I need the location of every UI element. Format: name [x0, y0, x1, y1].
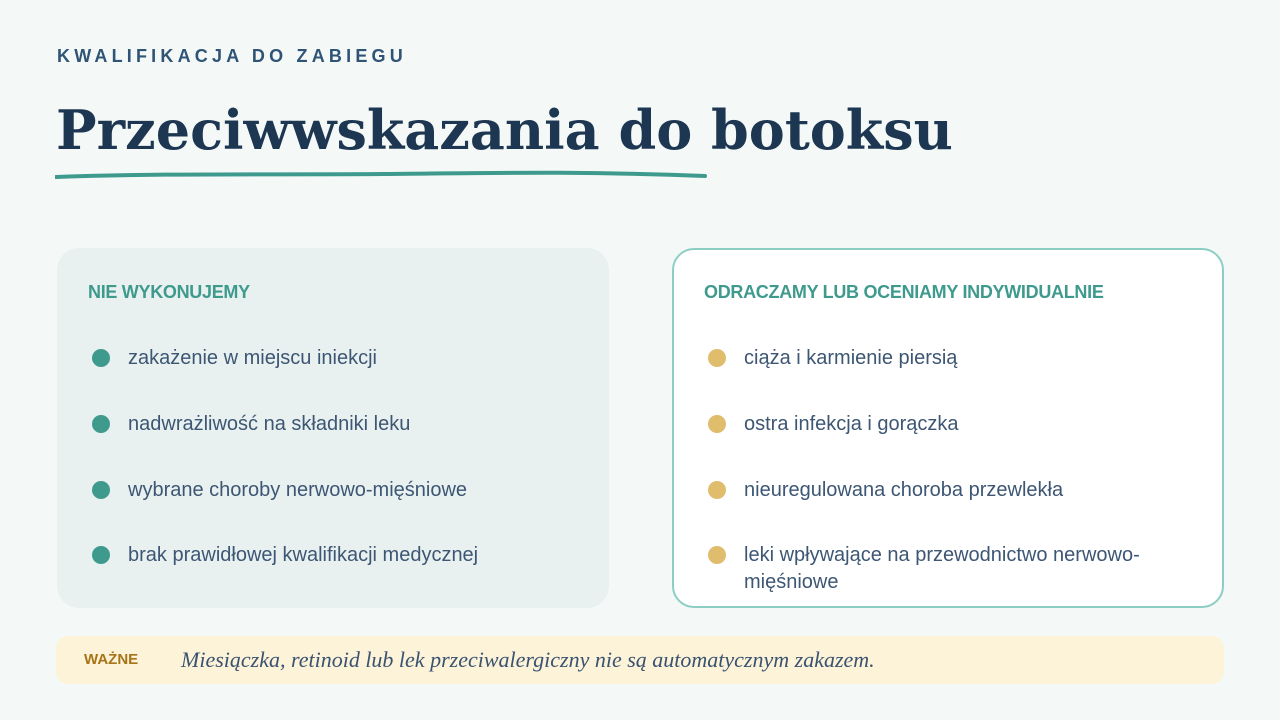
- bullet-dot-icon: [708, 349, 726, 367]
- bullet-dot-icon: [92, 481, 110, 499]
- list-item-text: brak prawidłowej kwalifikacji medycznej: [128, 544, 479, 566]
- deferred-evaluation-card: [672, 248, 1224, 608]
- bullet-dot-icon: [92, 415, 110, 433]
- title-underline: [55, 168, 707, 184]
- note-text: Miesiączka, retinoid lub lek przeciwalergiczny nie są automatycznym zakazem.: [181, 647, 875, 672]
- card-heading: NIE WYKONUJEMY: [88, 282, 250, 302]
- list-item: [88, 411, 548, 438]
- page-title: Przeciwwskazania do botoksu: [56, 98, 953, 162]
- bullet-dot-icon: [708, 415, 726, 433]
- bullet-dot-icon: [92, 349, 110, 367]
- list-item-text: leki wpływające na przewodnictwo nerwowo-mięśniowe: [744, 544, 1140, 593]
- bullet-dot-icon: [708, 481, 726, 499]
- list-item: [704, 477, 1164, 504]
- list-item-text: nieuregulowana choroba przewlekła: [744, 479, 1064, 501]
- list-item-text: ciąża i karmienie piersią: [744, 347, 958, 369]
- bullet-dot-icon: [92, 546, 110, 564]
- important-note-banner: [56, 636, 1224, 684]
- contraindications-card: [57, 248, 609, 608]
- list-item-text: nadwrażliwość na składniki leku: [128, 413, 411, 435]
- list-item-text: wybrane choroby nerwowo-mięśniowe: [128, 479, 468, 501]
- list-item: [88, 542, 548, 569]
- list-item: [88, 345, 548, 372]
- list-item: [704, 542, 1164, 596]
- list-item-text: ostra infekcja i gorączka: [744, 413, 959, 435]
- eyebrow-label: KWALIFIKACJA DO ZABIEGU: [57, 46, 407, 66]
- bullet-dot-icon: [708, 546, 726, 564]
- list-item: [88, 477, 548, 504]
- card-heading: ODRACZAMY LUB OCENIAMY INDYWIDUALNIE: [704, 282, 1104, 302]
- list-item: [704, 345, 1164, 372]
- list-item-text: zakażenie w miejscu iniekcji: [128, 347, 377, 369]
- note-label: WAŻNE: [84, 651, 139, 668]
- list-item: [704, 411, 1164, 438]
